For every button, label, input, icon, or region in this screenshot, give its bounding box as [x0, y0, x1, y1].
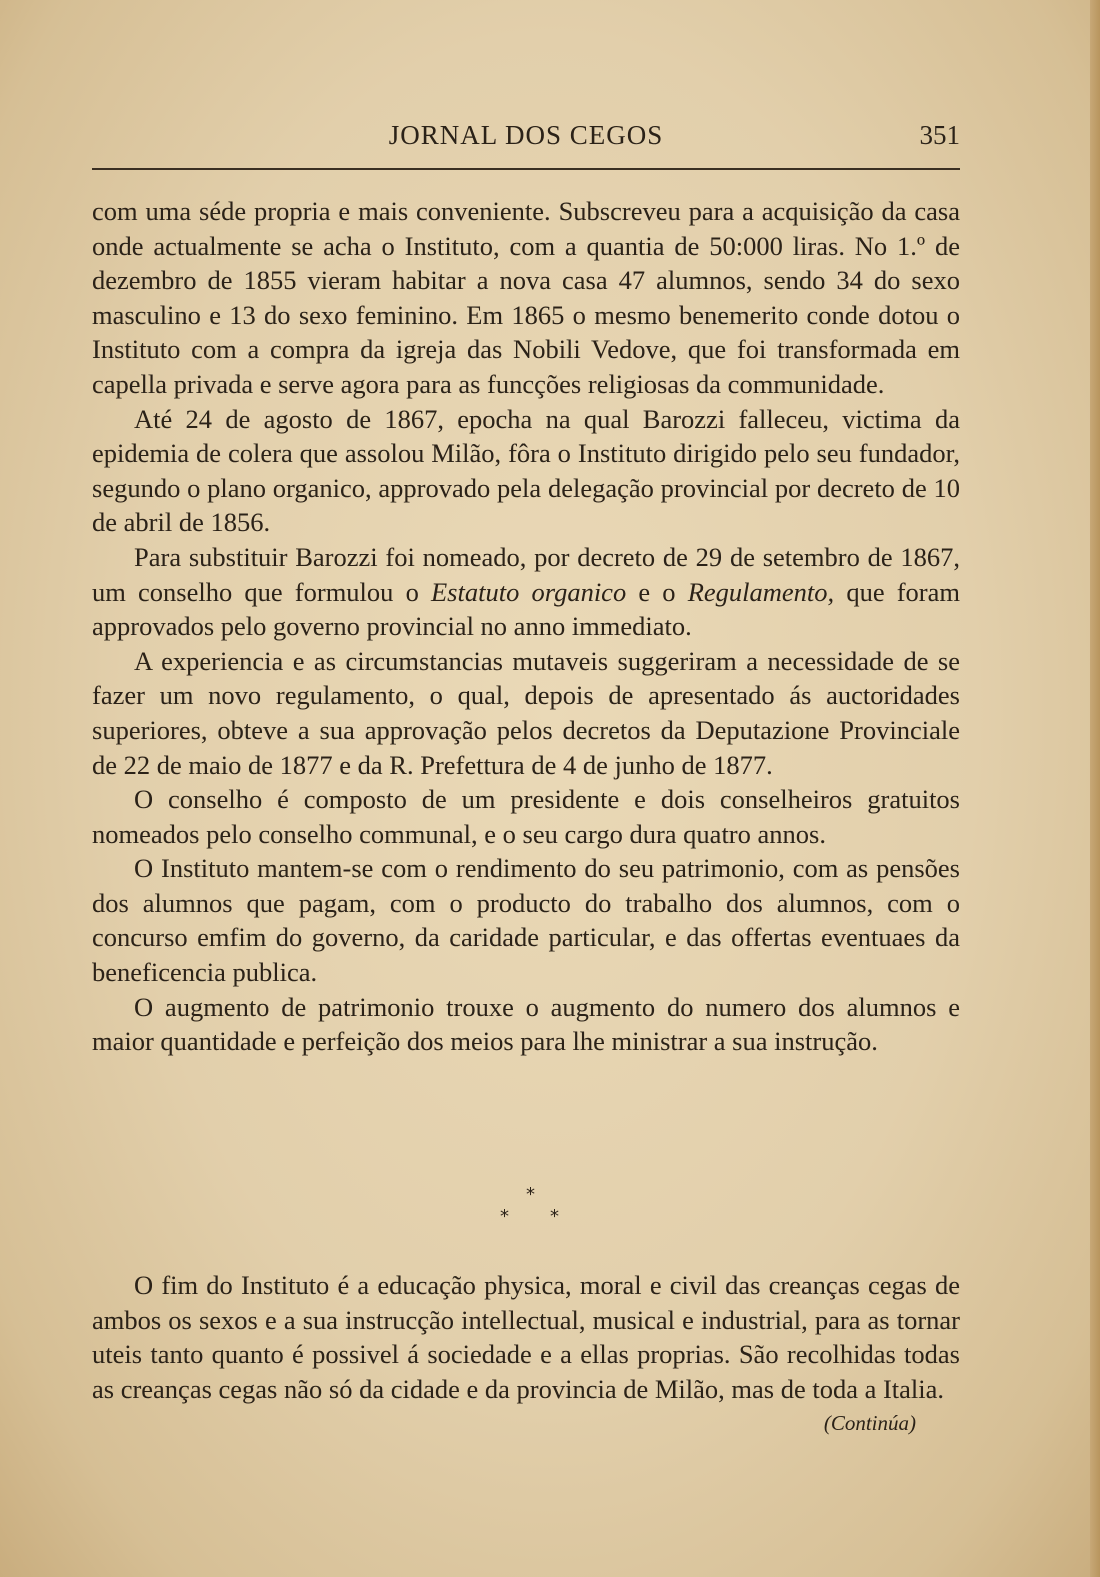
asterism-star-top: *: [526, 1184, 535, 1205]
paragraph-3-part-2: e o: [626, 576, 688, 607]
header-rule: [92, 168, 960, 170]
paragraph-6: O Instituto mantem-se com o rendimento do seu patrimonio, com as pensões dos alumnos que pagam, com o producto do trabalho dos alumnos, com o concurso emfim do governo, da caridade particular, e das offertas eventuaes da beneficencia publica.: [92, 853, 960, 988]
paragraph-7: O augmento de patrimonio trouxe o augmento do numero dos alumnos e maior quantidade e perfeição dos meios para lhe ministrar a sua instrução.: [92, 991, 960, 1057]
final-paragraph-text: O fim do Instituto é a educação physica, moral e civil das creanças cegas de ambos os sexos e a sua instrucção intellectual, musical e industrial, para as tornar uteis tanto quanto é possivel á sociedade e a ellas proprias. São recolhidas todas as creanças cegas não só da cidade e da provincia de Milão, mas de toda a Italia.: [92, 1270, 960, 1404]
asterism-star-left: *: [500, 1206, 509, 1227]
page-number: 351: [919, 120, 960, 150]
running-header: [92, 116, 960, 156]
continues-note: (Continúa): [823, 1411, 916, 1436]
italic-estatuto: Estatuto organico: [431, 576, 627, 607]
paragraph-3-part-3: que foram approvados pelo governo provincial no anno immediato.: [92, 576, 961, 642]
italic-regulamento: Regulamento,: [687, 576, 835, 607]
asterism-star-right: *: [550, 1206, 559, 1227]
page-edge: [1090, 0, 1100, 1577]
paragraph-2: Até 24 de agosto de 1867, epocha na qual Barozzi falleceu, victima da epidemia de colera que assolou Milão, fôra o Instituto dirigido pelo seu fundador, segundo o plano organico, approvado pela delegação provincial por decreto de 10 de abril de 1856.: [92, 403, 960, 538]
paragraph-4: A experiencia e as circumstancias mutaveis suggeriram a necessidade de se fazer um novo regulamento, o qual, depois de apresentado ás auctoridades superiores, obteve a sua approvação pelos decretos da Deputazione Provinciale de 22 de maio de 1877 e da R. Prefettura de 4 de junho de 1877.: [92, 645, 960, 780]
paragraph-5: O conselho é composto de um presidente e dois conselheiros gratuitos nomeados pelo conselho communal, e o seu cargo dura quatro annos.: [92, 784, 960, 849]
asterism-separator: [500, 1184, 580, 1234]
paragraph-3-part-1: Para substituir Barozzi foi nomeado, por decreto de 29 de setembro de 1867, um conselho que formulou o: [92, 541, 960, 607]
paragraph-1: com uma séde propria e mais conveniente. Subscreveu para a acquisição da casa onde actualmente se acha o Instituto, com a quantia de 50:000 liras. No 1.º de dezembro de 1855 vieram habitar a nova casa 47 alumnos, sendo 34 do sexo masculino e 13 do sexo feminino. Em 1865 o mesmo benemerito conde dotou o Instituto com a compra da igreja das Nobili Vedove, que foi transformada em capella privada e serve agora para as funcções religiosas da communidade.: [92, 196, 960, 399]
article-body: [92, 194, 960, 1059]
paragraph-3: [92, 540, 960, 644]
journal-title: JORNAL DOS CEGOS: [388, 120, 664, 150]
article-body-continued: [92, 1268, 960, 1441]
final-paragraph: [92, 1268, 960, 1436]
